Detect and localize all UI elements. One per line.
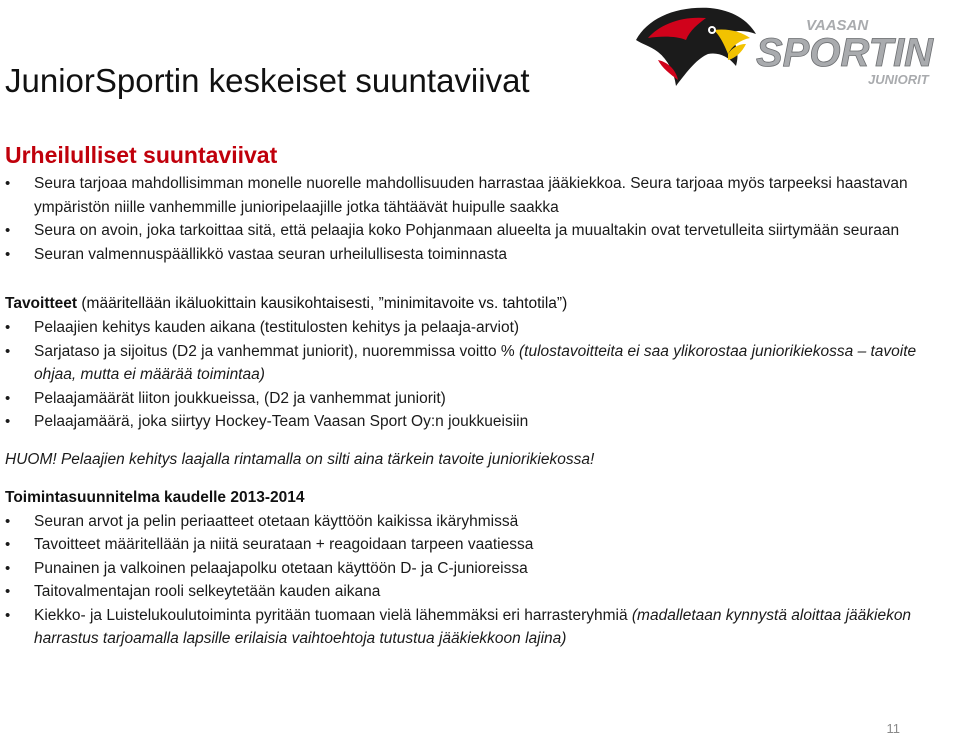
list-item bbox=[5, 410, 950, 434]
list-item-italic: (madalletaan kynnystä aloittaa jääkiekon harrastus tarjoamalla lapsille erilaisia vaihtoehtoja tutustua jääkiekkoon lajina) bbox=[34, 606, 912, 647]
list-item: • Seuran valmennuspäällikkö vastaa seuran urheilullisesta toiminnasta bbox=[5, 243, 950, 267]
huom-note: HUOM! Pelaajien kehitys laajalla rintamalla on silti aina tärkein tavoite juniorikiekossa! bbox=[5, 450, 595, 468]
section3-list bbox=[5, 510, 950, 651]
section-heading-tavoitteet bbox=[5, 292, 950, 316]
logo-sub-text: JUNIORIT bbox=[868, 72, 929, 87]
list-item: • Seura tarjoaa mahdollisimman monelle nuorelle mahdollisuuden harrastaa jääkiekkoa. Seura tarjoaa myös tarpeeksi haastavan ympäristön niille vanhemmille junioripelaajille jotka tähtäävät huipulle saakka bbox=[5, 172, 950, 219]
eagle-icon bbox=[628, 0, 760, 92]
list-item bbox=[5, 580, 950, 604]
vaasan-sportin-juniorit-logo bbox=[628, 0, 960, 92]
logo-wordmark bbox=[750, 8, 960, 88]
logo-top-text: VAASAN bbox=[806, 17, 869, 34]
slide-title: JuniorSportin keskeiset suuntaviivat bbox=[5, 62, 530, 99]
section2-list bbox=[5, 316, 950, 434]
list-item-text: Taitovalmentajan rooli selkeytetään kauden aikana bbox=[34, 583, 381, 600]
slide-content bbox=[5, 138, 950, 651]
list-item bbox=[5, 533, 950, 557]
section-heading-urheilulliset: Urheilulliset suuntaviivat bbox=[5, 142, 278, 168]
list-item bbox=[5, 316, 950, 340]
list-item-text: Seuran arvot ja pelin periaatteet otetaan käyttöön kaikissa ikäryhmissä bbox=[34, 512, 519, 530]
list-item bbox=[5, 340, 950, 387]
page-number: 11 bbox=[886, 721, 900, 736]
list-item-text: Pelaajamäärä, joka siirtyy Hockey-Team Vaasan Sport Oy:n joukkueisiin bbox=[34, 413, 529, 430]
list-item-text: Punainen ja valkoinen pelaajapolku otetaan käyttöön D- ja C-junioreissa bbox=[34, 559, 528, 577]
list-item bbox=[5, 387, 950, 411]
logo-main-text: SPORTIN bbox=[756, 31, 934, 75]
tavoitteet-rest: (määritellään ikäluokittain kausikohtaisesti, ”minimitavoite vs. tahtotila”) bbox=[77, 295, 568, 312]
list-item-text: Kiekko- ja Luistelukoulutoiminta pyritään tuomaan vielä lähemmäksi eri harrasteryhmiä bbox=[34, 606, 632, 624]
list-item-italic: (tulostavoitteita ei saa ylikorostaa juniorikiekossa – tavoite ohjaa, mutta ei määrää toimintaa) bbox=[34, 342, 917, 383]
section-heading-toimintasuunnitelma bbox=[5, 486, 950, 510]
list-item-text: Tavoitteet määritellään ja niitä seurataan + reagoidaan tarpeen vaatiessa bbox=[34, 536, 534, 553]
toimintasuunnitelma-bold: Toimintasuunnitelma kaudelle 2013-2014 bbox=[5, 488, 305, 506]
list-item-text: Sarjataso ja sijoitus (D2 ja vanhemmat juniorit), nuoremmissa voitto % bbox=[34, 342, 519, 360]
tavoitteet-bold: Tavoitteet bbox=[5, 295, 78, 312]
section1-list bbox=[5, 172, 950, 266]
list-item bbox=[5, 604, 950, 651]
list-item bbox=[5, 510, 950, 534]
list-item-text: Pelaajien kehitys kauden aikana (testitulosten kehitys ja pelaaja-arviot) bbox=[34, 319, 520, 336]
list-item bbox=[5, 557, 950, 581]
list-item: • Seura on avoin, joka tarkoittaa sitä, että pelaajia koko Pohjanmaan alueelta ja muualtakin ovat tervetulleita siirtymään seuraan bbox=[5, 219, 950, 243]
list-item-text: Pelaajamäärät liiton joukkueissa, (D2 ja vanhemmat juniorit) bbox=[34, 389, 446, 407]
